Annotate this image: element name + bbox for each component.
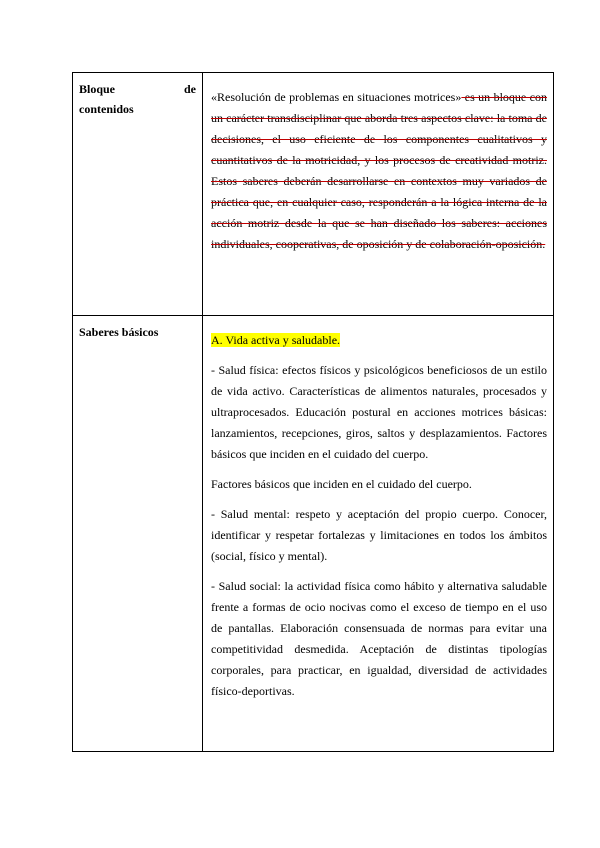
- bloque-label-line2: contenidos: [79, 102, 134, 116]
- bloque-intro: «Resolución de problemas en situaciones motrices»: [211, 90, 462, 104]
- table-row-saberes: [73, 316, 554, 752]
- saberes-paragraph: - Salud mental: respeto y aceptación del propio cuerpo. Conocer, identificar y respetar fortalezas y limitaciones en todos los ámbitos (social, físico y mental).: [211, 507, 547, 563]
- table-row-bloque: [73, 73, 554, 316]
- saberes-label-cell: [73, 316, 203, 752]
- saberes-heading: A. Vida activa y saludable.: [211, 333, 341, 347]
- bloque-label-line1: [79, 79, 196, 99]
- saberes-paragraph: - Salud física: efectos físicos y psicológicos beneficiosos de un estilo de vida activo. Características de alimentos naturales, procesados y ultraprocesados. Educación postural en acciones motrices básicas: lanzamientos, recepciones, giros, saltos y desplazamientos. Factores básicos que inciden en el cuidado del cuerpo.: [211, 363, 547, 461]
- bloque-label-cell: [73, 73, 203, 316]
- saberes-paragraph: Factores básicos que inciden en el cuidado del cuerpo.: [211, 477, 472, 491]
- bloque-paragraph: [211, 87, 547, 255]
- bloque-label-word: Bloque: [79, 82, 116, 96]
- curriculum-table: [72, 72, 554, 752]
- saberes-paragraph: - Salud social: la actividad física como hábito y alternativa saludable frente a formas de ocio nocivas como el exceso de tiempo en el uso de pantallas. Elaboración consensuada de normas para evitar una competitividad desmedida. Aceptación de distintas tipologías corporales, para practicar, en igualdad, diversidad de actividades físico-deportivas.: [211, 579, 547, 698]
- bloque-label-word: de: [184, 82, 196, 96]
- bloque-struck-text: es un bloque con un carácter transdisciplinar que aborda tres aspectos clave: la toma de decisiones, el uso eficiente de los componentes cualitativos y cuantitativos de la motricidad, y los procesos de creatividad motriz. Estos saberes deberán desarrollarse en contextos muy variados de práctica que, en cualquier caso, responderán a la lógica interna de la acción motriz desde la que se han diseñado los saberes: acciones individuales, cooperativas, de oposición y de colaboración-oposición.: [211, 90, 548, 251]
- saberes-label: Saberes básicos: [79, 325, 159, 339]
- saberes-heading-line: [211, 330, 547, 351]
- bloque-content-cell: [203, 73, 554, 316]
- saberes-content-cell: [203, 316, 554, 752]
